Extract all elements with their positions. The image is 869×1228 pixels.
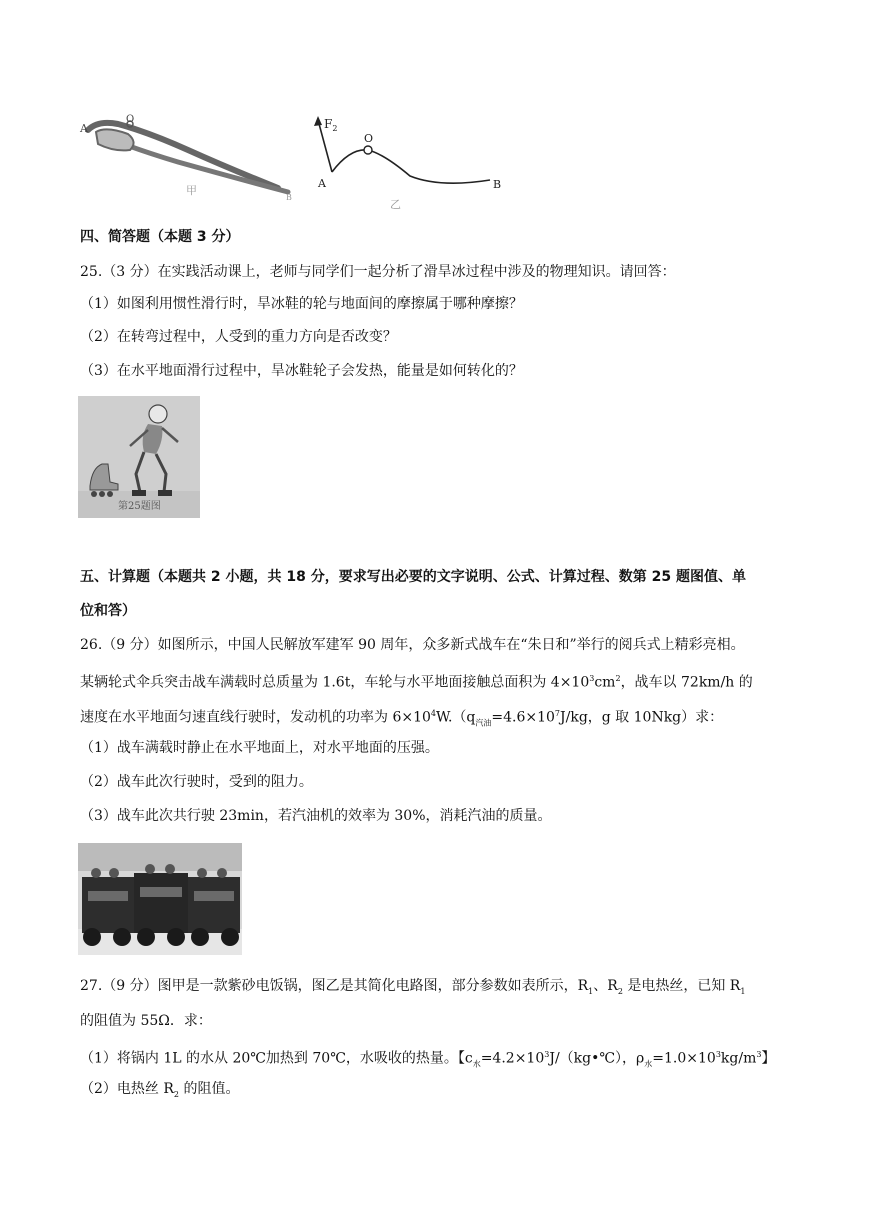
skater-caption: 第25题图 [118, 501, 161, 512]
q26-line1: 26.（9 分）如图所示，中国人民解放军建军 90 周年，众多新式战车在“朱日和”举行的阅兵式上精彩亮相。 [80, 637, 745, 653]
q25-sub2: （2）在转弯过程中，人受到的重力方向是否改变？ [80, 329, 397, 345]
q27-line1: 27.（9 分）图甲是一款紫砂电饭锅，图乙是其简化电路图，部分参数如表所示，$R_1$、$R_2$ 是电热丝，已知 $R_1$ [80, 978, 746, 996]
q27-sub2: （2）电热丝 $R_2$ 的阻值。 [80, 1081, 240, 1099]
q25-sub3: （3）在水平地面滑行过程中，旱冰鞋轮子会发热，能量是如何转化的？ [80, 363, 523, 379]
lever-label-a: A [318, 177, 326, 190]
q26-line3: 速度在水平地面匀速直线行驶时，发动机的功率为 $6\times 10^4W.(q_{汽油}=4.6\times 10^7J/kg$，g 取 10Nkg）求： [80, 709, 724, 728]
section-5-heading-line1: 五、计算题（本题共 2 小题，共 18 分，要求写出必要的文字说明、公式、计算过程、数第 25 题图值、单 [80, 569, 746, 585]
pliers-label-b: B [286, 193, 292, 202]
pliers-figure [78, 110, 298, 210]
lever-label-f2: $F_2$ [324, 117, 338, 133]
lever-label-o: O [364, 132, 374, 145]
lever-label-b: B [493, 178, 502, 191]
lever-label-yi: 乙 [390, 198, 401, 210]
q27-sub1: （1）将锅内 1L 的水从 20℃加热到 70℃，水吸收的热量。【$c_水=4.2\times 10^3J/(kg•℃)$，$\rho_水=1.0\times 10^3kg/m^3$】 [80, 1050, 776, 1069]
pliers-label-o: O [126, 114, 135, 125]
q26-sub2: （2）战车此次行驶时，受到的阻力。 [80, 774, 313, 790]
q27-line2: 的阻值为 55Ω．求： [80, 1013, 212, 1029]
q26-sub3: （3）战车此次共行驶 23min，若汽油机的效率为 30%，消耗汽油的质量。 [80, 808, 552, 824]
section-5-heading-line2: 位和答） [80, 603, 136, 619]
section-4-heading: 四、简答题（本题 3 分） [80, 229, 240, 245]
tank-parade-photo [78, 843, 242, 955]
q25-stem: 25.（3 分）在实践活动课上，老师与同学们一起分析了滑旱冰过程中涉及的物理知识。请回答： [80, 264, 676, 280]
q25-sub1: （1）如图利用惯性滑行时，旱冰鞋的轮与地面间的摩擦属于哪种摩擦？ [80, 296, 523, 312]
q26-sub1: （1）战车满载时静止在水平地面上，对水平地面的压强。 [80, 740, 439, 756]
skater-photo [78, 396, 200, 518]
pliers-label-a: A [80, 122, 88, 135]
pliers-label-jia: 甲 [186, 184, 197, 197]
q26-line2: 某辆轮式伞兵突击战车满载时总质量为 1.6t，车轮与水平地面接触总面积为 $4\times 10^3cm^2$，战车以 72km/h 的 [80, 674, 753, 691]
lever-figure [310, 110, 510, 210]
